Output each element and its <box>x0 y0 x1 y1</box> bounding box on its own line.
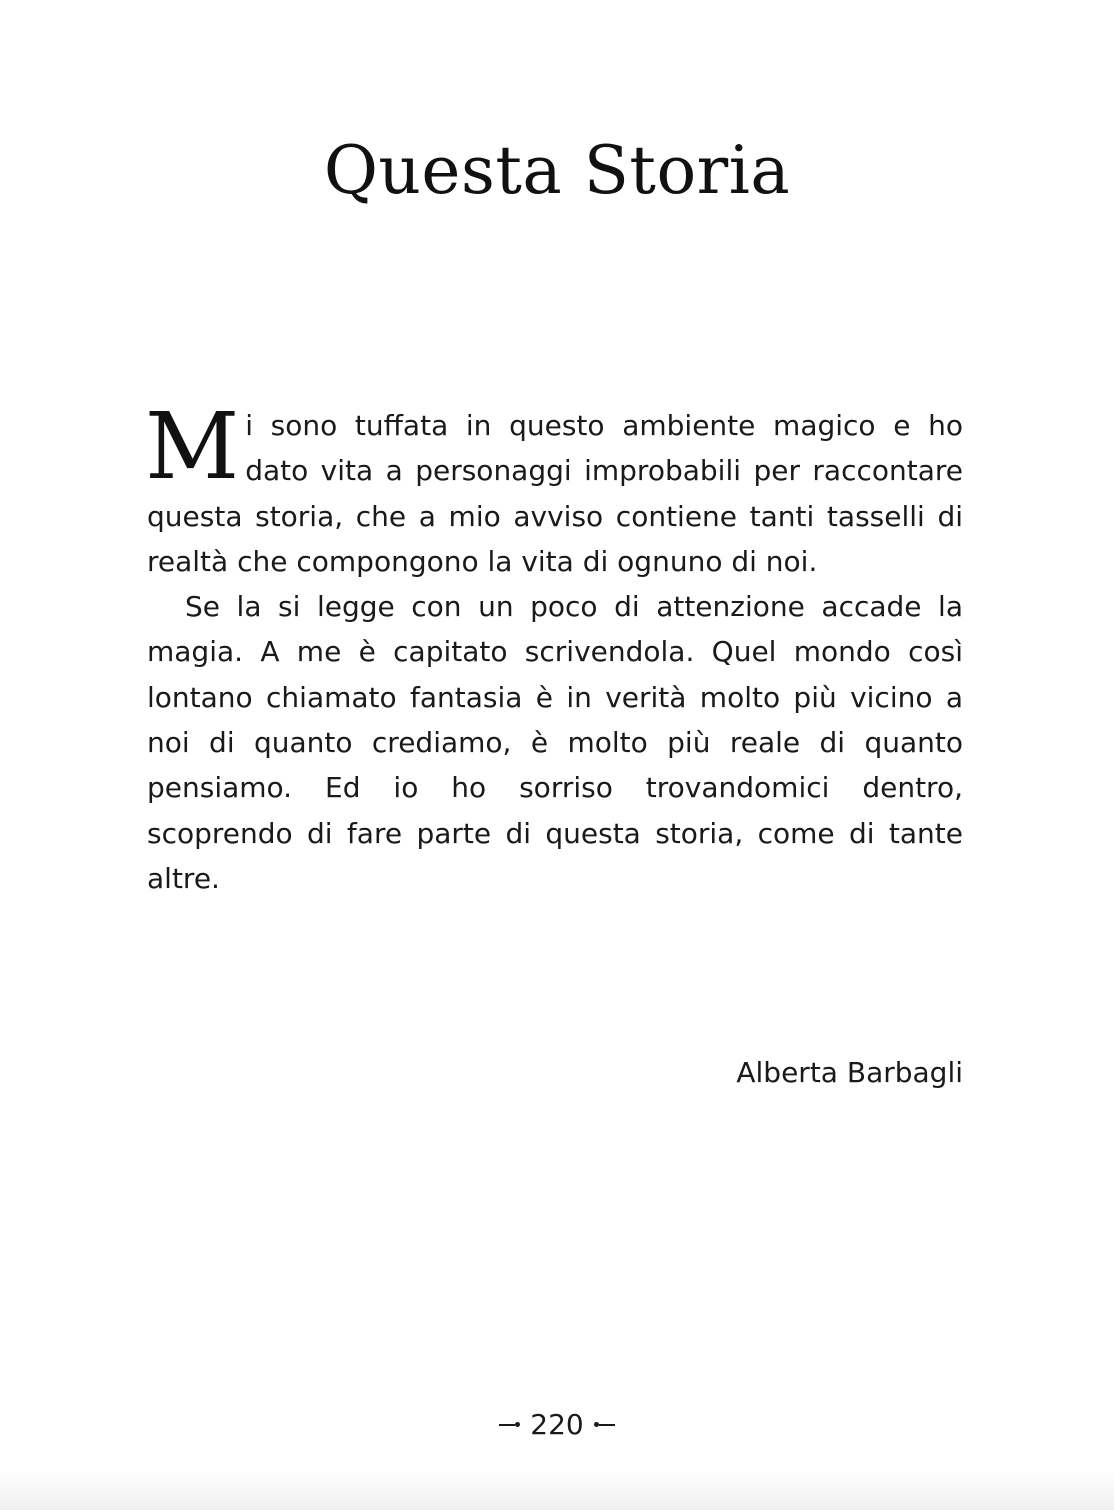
page-number: 220 <box>530 1408 584 1441</box>
left-ornament-icon <box>499 1422 520 1427</box>
page-footer <box>0 1402 1114 1447</box>
drop-cap: M <box>145 393 240 500</box>
paragraph-2: Se la si legge con un poco di attenzione accade la magia. A me è capitato scrivendola. Quel mondo così lontano chiamato fantasia è in verità molto più vicino a noi di quanto crediamo, è molto più reale di quanto pensiamo. Ed io ho sorriso trovandomici dentro, scoprendo di fare parte di questa storia, come di tante altre. <box>147 590 963 895</box>
author-signature: Alberta Barbagli <box>736 1056 963 1089</box>
paragraph-1 <box>145 393 963 584</box>
page-bottom-shadow <box>0 1470 1114 1510</box>
right-ornament-icon <box>594 1422 615 1427</box>
page-title: Questa Storia <box>323 132 791 209</box>
paragraph-1-text: i sono tuffata in questo ambiente magico e ho dato vita a personaggi improbabili per raccontare questa storia, che a mio avviso contiene tanti tasselli di realtà che compongono la vita di ognuno di noi. <box>147 409 963 578</box>
body-text <box>145 393 963 901</box>
